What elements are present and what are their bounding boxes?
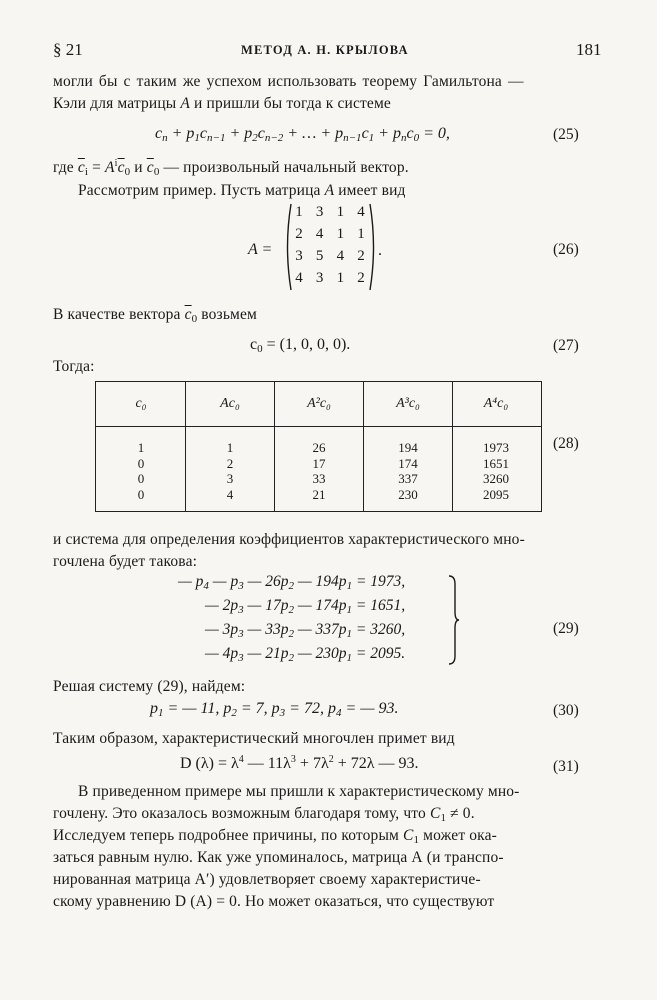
matrix-cell: 4 — [315, 226, 324, 242]
matrix — [292, 204, 368, 292]
matrix-cell: 2 — [295, 226, 303, 242]
table-column — [101, 440, 181, 502]
matrix-cell: 3 — [315, 204, 324, 220]
text-line: В качестве вектора $\overline{c}_0$ возьмем — [53, 306, 257, 325]
matrix-cell: 2 — [357, 270, 365, 286]
running-title: МЕТОД А. Н. КРЫЛОВА — [241, 43, 409, 57]
text-line: Исследуем теперь подробнее причины, по которым $C_1$ может ока- — [53, 827, 497, 846]
text-line: могли бы с таким же успехом использовать теорему Гамильтона — — [53, 73, 524, 90]
text-line: гочлену. Это оказалось возможным благодаря тому, что $C_1 \ne 0$. — [53, 805, 475, 824]
text-line: заться равным нулю. Как уже упоминалось, матрица А (и транспо- — [53, 849, 504, 866]
matrix-bracket-right — [368, 202, 378, 292]
table-cell: 4 — [226, 486, 234, 502]
matrix-cell: 3 — [315, 270, 324, 286]
table-cell: 3260 — [483, 471, 509, 486]
text-line: где $\overline{c}_i = A^i\overline{c}_0$ и $\overline{c}_0$ — произвольный начальный вектор. — [53, 158, 409, 178]
system-equation: — $4p_3$ — $21p_2$ — $230p_1 = 2095$. — [205, 645, 406, 664]
matrix-row — [292, 226, 368, 248]
table-cell: 1 — [226, 440, 234, 455]
matrix-cell: 1 — [336, 270, 345, 286]
matrix-cell: 4 — [336, 248, 345, 264]
table-cell: 1973 — [483, 440, 509, 455]
equation-number: (27) — [553, 337, 579, 354]
table-cell: 174 — [398, 455, 418, 471]
table-cell: 33 — [312, 471, 326, 486]
matrix-cell: 5 — [315, 248, 324, 264]
equation-27: $c_0 = (1$, 0, 0, 0). — [250, 336, 351, 355]
table-cell: 0 — [137, 486, 145, 502]
table-cell: 230 — [398, 486, 418, 502]
table-column — [368, 440, 448, 502]
table-cell: 0 — [137, 471, 145, 486]
matrix-row — [292, 248, 368, 270]
matrix-period: . — [378, 242, 382, 259]
table-cell: 2 — [226, 455, 234, 471]
text-line: Тогда: — [53, 358, 95, 375]
table-cell: 0 — [137, 455, 145, 471]
table-cell: 21 — [312, 486, 326, 502]
table-column — [190, 440, 270, 502]
system-equation: — $3p_3$ — $33p_2$ — $337p_1 = 3260$, — [205, 621, 406, 640]
text-line: нированная матрица A′) удовлетворяет своему характеристиче- — [53, 871, 481, 888]
text-line: гочлена будет такова: — [53, 553, 198, 570]
text-line: Таким образом, характеристический многочлен примет вид — [53, 730, 455, 747]
table-cell: 1651 — [483, 455, 509, 471]
matrix-cell: 4 — [295, 270, 303, 286]
matrix-row — [292, 270, 368, 292]
matrix-cell: 1 — [336, 204, 345, 220]
text-line: Решая систему (29), найдем: — [53, 678, 246, 695]
text-line: скому уравнению D (A) = 0. Но может оказаться, что существуют — [53, 893, 495, 910]
table-cell: 17 — [312, 455, 326, 471]
text-line: Рассмотрим пример. Пусть матрица A имеет вид — [78, 182, 406, 199]
table-cell: 337 — [398, 471, 418, 486]
matrix-cell: 4 — [357, 204, 365, 220]
powers-table — [95, 381, 542, 512]
equation-number: (28) — [553, 435, 579, 452]
equation-number: (30) — [553, 702, 579, 719]
system-equation: — $p_4$ — $p_3$ — $26p_2$ — $194p_1 = 1973$, — [178, 573, 406, 592]
table-cell: 194 — [398, 440, 418, 455]
matrix-row — [292, 204, 368, 226]
matrix-cell: 1 — [295, 204, 303, 220]
equation-number: (29) — [553, 620, 579, 637]
table-column — [279, 440, 359, 502]
table-header: A²c₀ — [307, 396, 331, 411]
matrix-cell: 1 — [357, 226, 365, 242]
table-cell: 3 — [226, 471, 234, 486]
equation-31: D $(\lambda) = \lambda^4$ — $11\lambda^3 + 7\lambda^2 + 72\lambda$ — 93. — [180, 754, 419, 772]
table-header: Ac₀ — [220, 396, 240, 411]
page-number: 181 — [576, 40, 602, 59]
section-number: § 21 — [53, 40, 83, 59]
system-brace — [446, 574, 460, 666]
table-header: c₀ — [135, 396, 147, 411]
text-line: Кэли для матрицы A и пришли бы тогда к системе — [53, 95, 391, 112]
table-cell: 26 — [312, 440, 326, 455]
text-line: и система для определения коэффициентов характеристического мно- — [53, 531, 525, 548]
matrix-cell: 2 — [357, 248, 365, 264]
equation-25: $c_n + p_1c_{n-1} + p_2c_{n-2}$ + … + $p_{n-1}c_1 + p_nc_0 = 0$, — [155, 125, 450, 144]
system-equation: — $2p_3$ — $17p_2$ — $174p_1 = 1651$, — [205, 597, 406, 616]
table-cell: 2095 — [483, 486, 509, 502]
equation-number: (31) — [553, 758, 579, 775]
table-header: A³c₀ — [396, 396, 420, 411]
matrix-cell: 1 — [336, 226, 345, 242]
table-column — [456, 440, 536, 502]
table-cell: 1 — [137, 440, 145, 455]
table-header: A⁴c₀ — [483, 396, 509, 411]
equation-30: $p_1$ = — 11, $p_2 = 7$, $p_3 = 72$, $p_4$ = — 93. — [150, 700, 399, 719]
matrix-cell: 3 — [295, 248, 303, 264]
equation-number: (25) — [553, 126, 579, 143]
text-line: В приведенном примере мы пришли к характеристическому мно- — [78, 783, 520, 800]
equation-number: (26) — [553, 241, 579, 258]
matrix-label: A = — [248, 241, 273, 258]
